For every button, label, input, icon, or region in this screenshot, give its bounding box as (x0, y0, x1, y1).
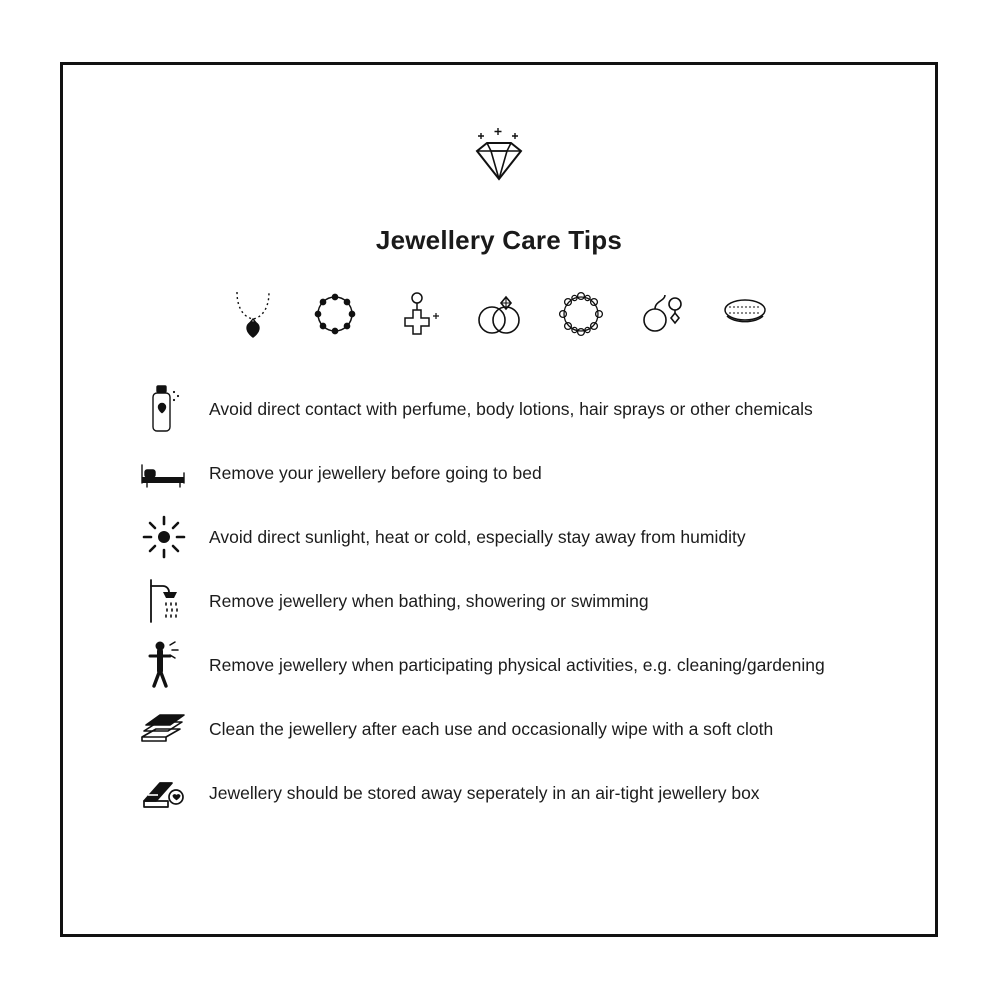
list-item (63, 505, 935, 569)
tip-text: Remove jewellery when bathing, showering or swimming (209, 590, 649, 611)
header-diamond-wrap (63, 123, 935, 193)
tip-text: Avoid direct sunlight, heat or cold, especially stay away from humidity (209, 526, 746, 547)
earrings-icon (632, 283, 694, 345)
tip-text: Jewellery should be stored away seperately in an air-tight jewellery box (209, 782, 760, 803)
list-item (63, 697, 935, 761)
tips-list (63, 377, 935, 825)
diamond-icon (464, 123, 534, 193)
pendant-necklace-icon (222, 283, 284, 345)
list-item (63, 441, 935, 505)
sun-icon (135, 508, 193, 566)
jewellery-icon-row (63, 283, 935, 345)
beaded-bracelet-icon (304, 283, 366, 345)
tip-text: Avoid direct contact with perfume, body lotions, hair sprays or other chemicals (209, 398, 813, 419)
bed-icon (135, 444, 193, 502)
list-item (63, 377, 935, 441)
care-tips-card (60, 62, 938, 937)
folded-cloth-icon (135, 700, 193, 758)
page-title: Jewellery Care Tips (375, 225, 623, 255)
wedding-rings-icon (468, 283, 530, 345)
card-inner (63, 65, 935, 934)
cross-pendant-icon (386, 283, 448, 345)
perfume-spray-icon (135, 380, 193, 438)
jewellery-box-icon (135, 764, 193, 822)
list-item (63, 761, 935, 825)
band-ring-icon (714, 283, 776, 345)
tip-text: Remove jewellery when participating physical activities, e.g. cleaning/gardening (209, 654, 825, 675)
tip-text: Remove your jewellery before going to bed (209, 462, 542, 483)
list-item (63, 633, 935, 697)
tip-text: Clean the jewellery after each use and occasionally wipe with a soft cloth (209, 718, 774, 739)
person-cleaning-icon (135, 636, 193, 694)
list-item (63, 569, 935, 633)
shower-icon (135, 572, 193, 630)
pearl-bracelet-icon (550, 283, 612, 345)
